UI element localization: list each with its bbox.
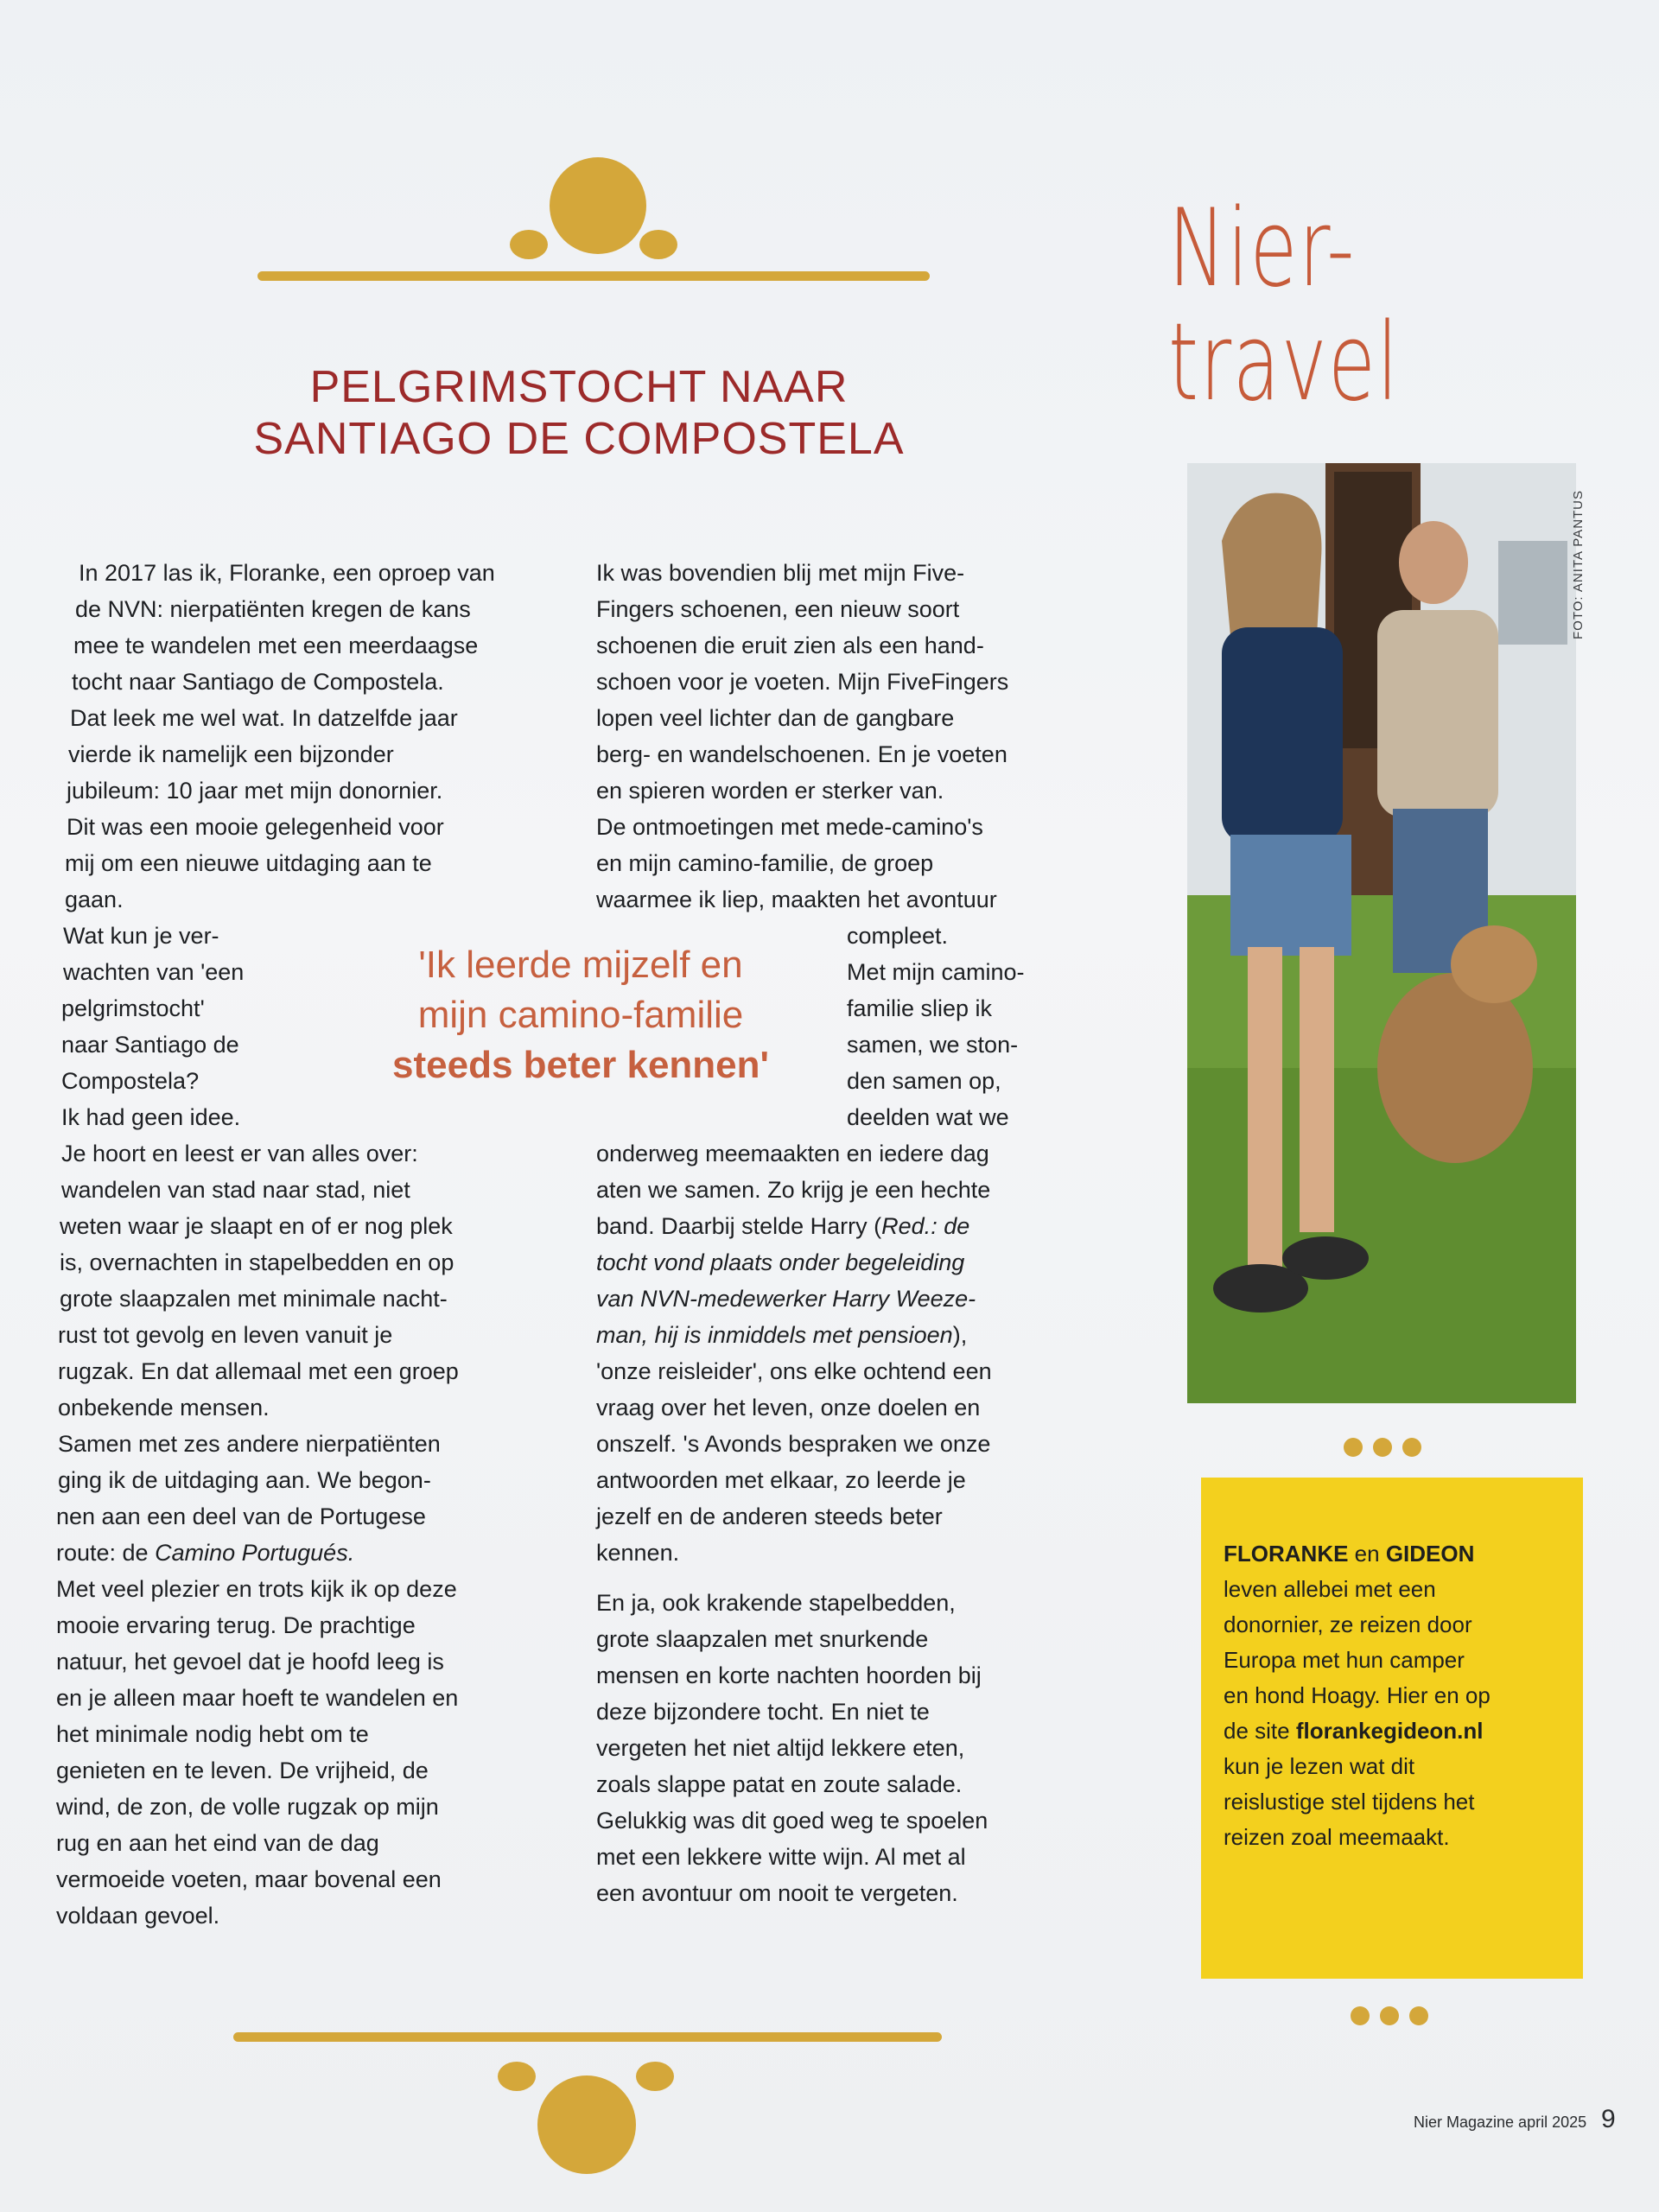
- info-line: kun je lezen wat dit: [1224, 1753, 1415, 1779]
- route-prefix: route: de: [56, 1540, 156, 1566]
- c1-line: wandelen van stad naar stad, niet: [61, 1177, 410, 1203]
- page-number: 9: [1601, 2105, 1616, 2133]
- site-prefix: de site: [1224, 1718, 1296, 1744]
- c1-line: jubileum: 10 jaar met mijn donornier.: [67, 778, 443, 804]
- c2-wrap-line: deelden wat we: [847, 1104, 1009, 1130]
- dots-top: [1344, 1438, 1421, 1457]
- harry-italic: Red.: de: [881, 1213, 970, 1239]
- c2-line: Fingers schoenen, een nieuw soort: [596, 596, 960, 622]
- harry-italic: van NVN-medewerker Harry Weeze-: [596, 1286, 976, 1312]
- headline-line2: SANTIAGO DE COMPOSTELA: [253, 414, 905, 464]
- c1-line: onbekende mensen.: [58, 1395, 270, 1421]
- c2-line: kennen.: [596, 1540, 680, 1566]
- info-line: donornier, ze reizen door: [1224, 1611, 1472, 1637]
- c1-question-line: naar Santiago de: [61, 1032, 239, 1058]
- c2-line: grote slaapzalen met snurkende: [596, 1626, 929, 1652]
- info-line: en hond Hoagy. Hier en op: [1224, 1682, 1491, 1708]
- ornament-circle: [550, 157, 646, 254]
- c2-italic-line: [596, 1317, 1106, 1353]
- harry-italic: tocht vond plaats onder begeleiding: [596, 1249, 965, 1275]
- c1-question-line: Wat kun je ver-: [63, 923, 219, 949]
- c1-line: natuur, het gevoel dat je hoofd leeg is: [56, 1649, 444, 1675]
- name-floranke: FLORANKE: [1224, 1541, 1349, 1567]
- c1-line: mee te wandelen met een meerdaagse: [73, 632, 479, 658]
- c2-wrap-line: Met mijn camino-: [847, 959, 1025, 985]
- c1-line: mij om een nieuwe uitdaging aan te: [65, 850, 432, 876]
- c2-line: berg- en wandelschoenen. En je voeten: [596, 741, 1007, 767]
- c2-line: mensen en korte nachten hoorden bij: [596, 1662, 982, 1688]
- section-title-line2: travel: [1168, 301, 1400, 425]
- photo-credit: FOTO: ANITA PANTUS: [1571, 489, 1586, 639]
- website-link[interactable]: florankegideon.nl: [1295, 1718, 1484, 1744]
- c1-line: voldaan gevoel.: [56, 1903, 220, 1929]
- c1-line: rug en aan het eind van de dag: [56, 1830, 379, 1856]
- couple-photo: [1187, 463, 1576, 1403]
- c2-line: een avontuur om nooit te vergeten.: [596, 1880, 958, 1906]
- c1-question-line: Ik had geen idee.: [61, 1104, 241, 1130]
- c2-line: onszelf. 's Avonds bespraken we onze: [596, 1431, 991, 1457]
- text-column-2: [596, 555, 1106, 1911]
- footer-magazine: Nier Magazine april 2025: [1414, 2113, 1587, 2131]
- c2-line: vergeten het niet altijd lekkere eten,: [596, 1735, 965, 1761]
- c2-line: met een lekkere witte wijn. Al met al: [596, 1844, 966, 1870]
- question-block: [56, 918, 272, 1135]
- info-line: leven allebei met een: [1224, 1576, 1436, 1602]
- c2-line: Gelukkig was dit goed weg te spoelen: [596, 1808, 988, 1834]
- c1-line: en je alleen maar hoeft te wandelen en: [56, 1685, 459, 1711]
- route-name: Camino Portugués.: [155, 1540, 355, 1566]
- ornament-dot-left: [510, 230, 548, 259]
- section-title-line1: Nier-: [1168, 187, 1356, 311]
- c2-line: en mijn camino-familie, de groep: [596, 850, 934, 876]
- c1-line: de NVN: nierpatiënten kregen de kans: [75, 596, 471, 622]
- c2-line: En ja, ook krakende stapelbedden,: [596, 1590, 956, 1616]
- c2-line: schoenen die eruit zien als een hand-: [596, 632, 984, 658]
- ornament-circle: [537, 2075, 636, 2174]
- dot: [1380, 2006, 1399, 2025]
- c2-line: aten we samen. Zo krijg je een hechte: [596, 1177, 991, 1203]
- headline-line1: PELGRIMSTOCHT NAAR: [309, 362, 849, 412]
- c1-route-line: [56, 1535, 575, 1571]
- c2-italic-line: [596, 1244, 1106, 1281]
- name-gideon: GIDEON: [1385, 1541, 1475, 1567]
- info-names: [1224, 1536, 1569, 1572]
- c2-line: en spieren worden er sterker van.: [596, 778, 944, 804]
- c1-line: Dit was een mooie gelegenheid voor: [67, 814, 444, 840]
- bottom-ornament: [233, 2032, 942, 2179]
- c2-line: vraag over het leven, onze doelen en: [596, 1395, 981, 1421]
- ornament-dot-right: [639, 230, 677, 259]
- c1-line: In 2017 las ik, Floranke, een oproep van: [79, 560, 495, 586]
- ornament-line: [233, 2032, 942, 2042]
- c2-line: onderweg meemaakten en iedere dag: [596, 1141, 989, 1166]
- c1-line: weten waar je slaapt en of er nog plek: [60, 1213, 453, 1239]
- c1-line: mooie ervaring terug. De prachtige: [56, 1612, 416, 1638]
- c1-line: grote slaapzalen met minimale nacht-: [60, 1286, 448, 1312]
- section-title: [1168, 187, 1400, 425]
- c1-line: genieten en te leven. De vrijheid, de: [56, 1758, 429, 1783]
- c2-harry-line: [596, 1208, 1106, 1244]
- c1-line: rugzak. En dat allemaal met een groep: [58, 1358, 459, 1384]
- ornament-line: [257, 271, 930, 281]
- c1-question-line: wachten van 'een: [63, 959, 245, 985]
- c1-line: het minimale nodig hebt om te: [56, 1721, 369, 1747]
- c2-line: antwoorden met elkaar, zo leerde je: [596, 1467, 966, 1493]
- c1-line: nen aan een deel van de Portugese: [56, 1503, 426, 1529]
- c1-line: Je hoort en leest er van alles over:: [61, 1141, 418, 1166]
- dots-bottom: [1351, 2006, 1428, 2025]
- c1-line: gaan.: [65, 887, 124, 912]
- c1-question-line: Compostela?: [61, 1068, 200, 1094]
- c2-line: waarmee ik liep, maakten het avontuur: [596, 887, 997, 912]
- c1-line: vierde ik namelijk een bijzonder: [68, 741, 394, 767]
- c2-wrap-line: compleet.: [847, 923, 949, 949]
- c2-wrap-line: familie sliep ik: [847, 995, 993, 1021]
- dot: [1351, 2006, 1370, 2025]
- c2-line: 'onze reisleider', ons elke ochtend een: [596, 1358, 992, 1384]
- c1-line: Dat leek me wel wat. In datzelfde jaar: [70, 705, 458, 731]
- c2-line: jezelf en de anderen steeds beter: [596, 1503, 943, 1529]
- c1-question-line: pelgrimstocht': [61, 995, 205, 1021]
- c2-italic-line: [596, 1281, 1106, 1317]
- wrap-block: [847, 918, 1106, 1135]
- ornament-dot-right: [636, 2062, 674, 2091]
- article-headline: [173, 361, 985, 465]
- pull-quote-line3: steeds beter kennen': [392, 1044, 769, 1086]
- c2-line: Ik was bovendien blij met mijn Five-: [596, 560, 965, 586]
- harry-end: ),: [952, 1322, 968, 1348]
- c1-line: ging ik de uitdaging aan. We begon-: [58, 1467, 431, 1493]
- info-and: en: [1348, 1541, 1386, 1567]
- pull-quote-line2: mijn camino-familie: [417, 994, 744, 1036]
- info-box: [1201, 1478, 1583, 1979]
- c2-line: De ontmoetingen met mede-camino's: [596, 814, 983, 840]
- c1-line: vermoeide voeten, maar bovenal een: [56, 1866, 442, 1892]
- dot: [1402, 1438, 1421, 1457]
- info-line: reislustige stel tijdens het: [1224, 1789, 1475, 1815]
- text-column-1: [56, 555, 575, 1934]
- c1-line: Samen met zes andere nierpatiënten: [58, 1431, 441, 1457]
- harry-text: band. Daarbij stelde Harry (: [596, 1213, 882, 1239]
- dot: [1409, 2006, 1428, 2025]
- c2-line: deze bijzondere tocht. En niet te: [596, 1699, 930, 1725]
- c1-line: is, overnachten in stapelbedden en op: [60, 1249, 454, 1275]
- top-ornament: [257, 154, 931, 292]
- dot: [1373, 1438, 1392, 1457]
- c2-wrap-line: samen, we ston-: [847, 1032, 1019, 1058]
- photo-illustration: [1187, 463, 1576, 1403]
- harry-italic: man, hij is inmiddels met pensioen: [596, 1322, 953, 1348]
- info-line: Europa met hun camper: [1224, 1647, 1465, 1673]
- dot: [1344, 1438, 1363, 1457]
- info-site-line: [1224, 1713, 1569, 1749]
- c2-wrap-line: den samen op,: [847, 1068, 1001, 1094]
- c1-line: tocht naar Santiago de Compostela.: [72, 669, 444, 695]
- c2-line: schoen voor je voeten. Mijn FiveFingers: [596, 669, 1009, 695]
- info-line: reizen zoal meemaakt.: [1224, 1824, 1450, 1850]
- info-box-text: [1224, 1536, 1569, 1855]
- c1-line: rust tot gevolg en leven vanuit je: [58, 1322, 393, 1348]
- c1-line: wind, de zon, de volle rugzak op mijn: [56, 1794, 439, 1820]
- c2-line: zoals slappe patat en zoute salade.: [596, 1771, 963, 1797]
- ornament-dot-left: [498, 2062, 536, 2091]
- c1-line: Met veel plezier en trots kijk ik op deze: [56, 1576, 457, 1602]
- c2-line: lopen veel lichter dan de gangbare: [596, 705, 955, 731]
- pull-quote-line1: 'Ik leerde mijzelf en: [418, 944, 743, 986]
